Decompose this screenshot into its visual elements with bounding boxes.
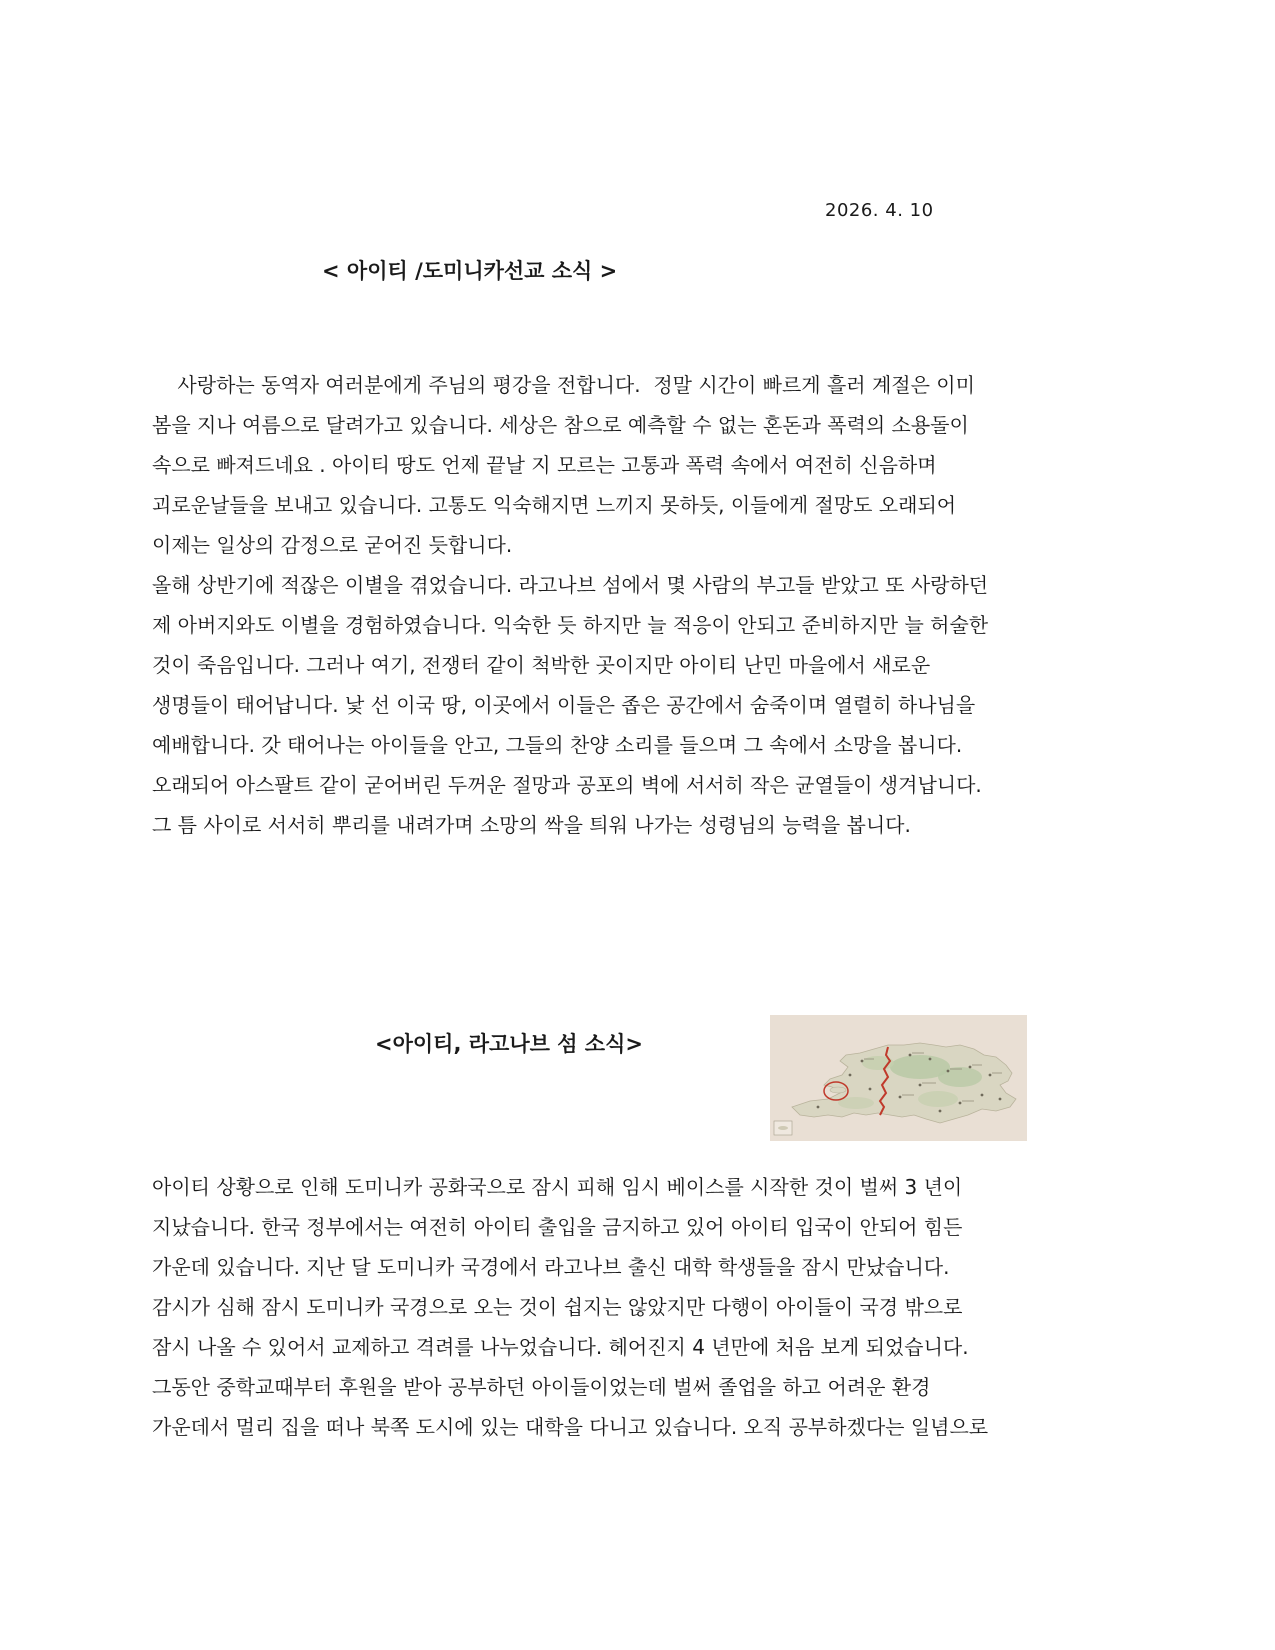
hispaniola-map-image [770,1015,1027,1141]
body-line: 감시가 심해 잠시 도미니카 국경으로 오는 것이 쉽지는 않았지만 다행이 아이들이 국경 밖으로 [152,1295,963,1319]
body-line: 지났습니다. 한국 정부에서는 여전히 아이티 출입을 금지하고 있어 아이티 입국이 안되어 힘든 [152,1215,963,1239]
body-line: 아이티 상황으로 인해 도미니카 공화국으로 잠시 피해 임시 베이스를 시작한 것이 벌써 3 년이 [152,1175,963,1199]
section1-body [152,365,1132,845]
body-line: 것이 죽음입니다. 그러나 여기, 전쟁터 같이 척박한 곳이지만 아이티 난민 마을에서 새로운 [152,653,931,677]
body-line: 제 아버지와도 이별을 경험하였습니다. 익숙한 듯 하지만 늘 적응이 안되고 준비하지만 늘 허술한 [152,613,989,637]
body-line: 잠시 나올 수 있어서 교제하고 격려를 나누었습니다. 헤어진지 4 년만에 처음 보게 되었습니다. [152,1335,969,1359]
body-line: 봄을 지나 여름으로 달려가고 있습니다. 세상은 참으로 예측할 수 없는 혼돈과 폭력의 소용돌이 [152,413,969,437]
body-line: 가운데서 멀리 집을 떠나 북쪽 도시에 있는 대학을 다니고 있습니다. 오직 공부하겠다는 일념으로 [152,1415,989,1439]
body-line: 사랑하는 동역자 여러분에게 주님의 평강을 전합니다. 정말 시간이 빠르게 흘러 계절은 이미 [152,373,975,397]
section-title-la-gonave-news: <아이티, 라고나브 섬 소식> [375,1032,643,1056]
map-graphic [770,1015,1027,1141]
body-line: 가운데 있습니다. 지난 달 도미니카 국경에서 라고나브 출신 대학 학생들을 잠시 만났습니다. [152,1255,950,1279]
body-line: 그 틈 사이로 서서히 뿌리를 내려가며 소망의 싹을 틔워 나가는 성령님의 능력을 봅니다. [152,813,911,837]
letter-date: 2026. 4. 10 [825,200,934,221]
la-gonave-island [830,1087,846,1093]
body-line: 괴로운날들을 보내고 있습니다. 고통도 익숙해지면 느끼지 못하듯, 이들에게 절망도 오래되어 [152,493,957,517]
body-line: 속으로 빠져드네요 . 아이티 땅도 언제 끝날 지 모르는 고통과 폭력 속에서 여전히 신음하며 [152,453,937,477]
map-green-region [918,1091,958,1107]
body-line: 그동안 중학교때부터 후원을 받아 공부하던 아이들이었는데 벌써 졸업을 하고 어려운 환경 [152,1375,931,1399]
body-line: 예배합니다. 갓 태어나는 아이들을 안고, 그들의 찬양 소리를 들으며 그 속에서 소망을 봅니다. [152,733,963,757]
body-line: 올해 상반기에 적잖은 이별을 겪었습니다. 라고나브 섬에서 몇 사람의 부고들 받았고 또 사랑하던 [152,573,989,597]
map-inset-island [778,1126,788,1130]
section-title-haiti-dominican-mission: < 아이티 /도미니카선교 소식 > [322,259,618,283]
body-line: 생명들이 태어납니다. 낯 선 이국 땅, 이곳에서 이들은 좁은 공간에서 숨죽이며 열렬히 하나님을 [152,693,976,717]
map-green-region [938,1067,982,1087]
body-line: 이제는 일상의 감정으로 굳어진 듯합니다. [152,533,513,557]
body-line: 오래되어 아스팔트 같이 굳어버린 두꺼운 절망과 공포의 벽에 서서히 작은 균열들이 생겨납니다. [152,773,982,797]
section2-body [152,1167,1132,1447]
